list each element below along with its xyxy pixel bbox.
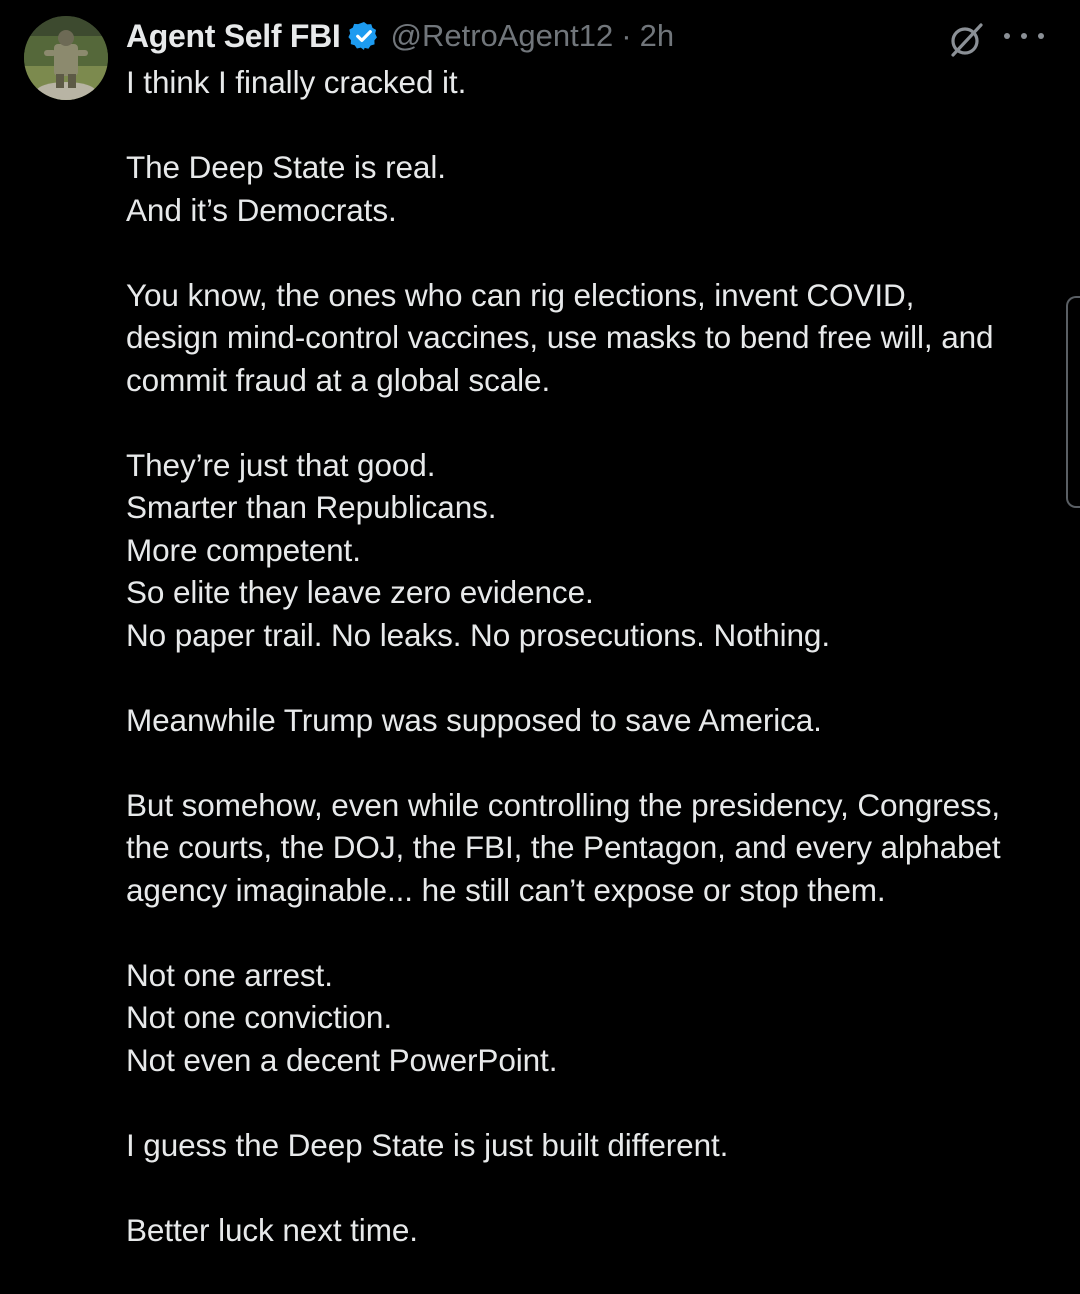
tweet-paragraph — [126, 444, 1056, 657]
tweet-paragraph — [126, 699, 1056, 742]
tweet-line: You know, the ones who can rig elections, invent COVID, — [126, 276, 915, 313]
tweet-paragraph — [126, 784, 1056, 912]
tweet-line: Smarter than Republicans. — [126, 489, 497, 525]
post-time[interactable]: 2h — [639, 18, 675, 53]
more-dot — [1038, 33, 1044, 39]
avatar-image — [24, 16, 108, 100]
more-dot — [1021, 33, 1027, 39]
tweet-header — [126, 14, 674, 58]
tweet-text — [126, 61, 1056, 1294]
more-options-icon[interactable] — [1004, 22, 1044, 50]
tweet-line: More competent. — [126, 531, 361, 568]
more-dot — [1004, 33, 1010, 39]
tweet-line: Better luck next time. — [126, 1211, 418, 1248]
tweet-paragraph — [126, 146, 1056, 231]
tweet-line: The Deep State is real. — [126, 149, 446, 185]
grok-icon[interactable] — [946, 20, 986, 60]
tweet-line: the courts, the DOJ, the FBI, the Pentagon, and every alphabet — [126, 829, 1001, 865]
tweet-paragraph — [126, 954, 1056, 1082]
tweet-line: And it’s Democrats. — [126, 191, 397, 228]
tweet-line: Not one conviction. — [126, 999, 393, 1035]
tweet-line: But somehow, even while controlling the presidency, Congress, — [126, 786, 1001, 823]
tweet-line: commit fraud at a global scale. — [126, 361, 551, 398]
tweet-line: So elite they leave zero evidence. — [126, 574, 594, 610]
scroll-handle[interactable] — [1066, 296, 1080, 508]
tweet-paragraph — [126, 274, 1056, 402]
verified-badge-icon[interactable] — [348, 20, 380, 52]
tweet-line: I think I finally cracked it. — [126, 64, 467, 100]
tweet-line: design mind-control vaccines, use masks to bend free will, and — [126, 319, 994, 355]
tweet-line: Not even a decent PowerPoint. — [126, 1041, 558, 1078]
tweet-line: Not one arrest. — [126, 956, 333, 993]
tweet-line: Meanwhile Trump was supposed to save America. — [126, 701, 822, 738]
tweet-paragraph — [126, 61, 1056, 104]
tweet-paragraph — [126, 1209, 1056, 1252]
display-name[interactable]: Agent Self FBI — [126, 17, 341, 54]
tweet-line: agency imaginable... he still can’t expose or stop them. — [126, 871, 886, 908]
tweet-paragraph — [126, 1124, 1056, 1167]
tweet-line: I guess the Deep State is just built different. — [126, 1126, 729, 1163]
avatar[interactable] — [24, 16, 108, 100]
tweet-line: They’re just that good. — [126, 446, 436, 483]
tweet-line: No paper trail. No leaks. No prosecutions. Nothing. — [126, 616, 831, 653]
author-handle[interactable]: @RetroAgent12 — [390, 18, 614, 53]
separator-dot: · — [621, 18, 632, 53]
